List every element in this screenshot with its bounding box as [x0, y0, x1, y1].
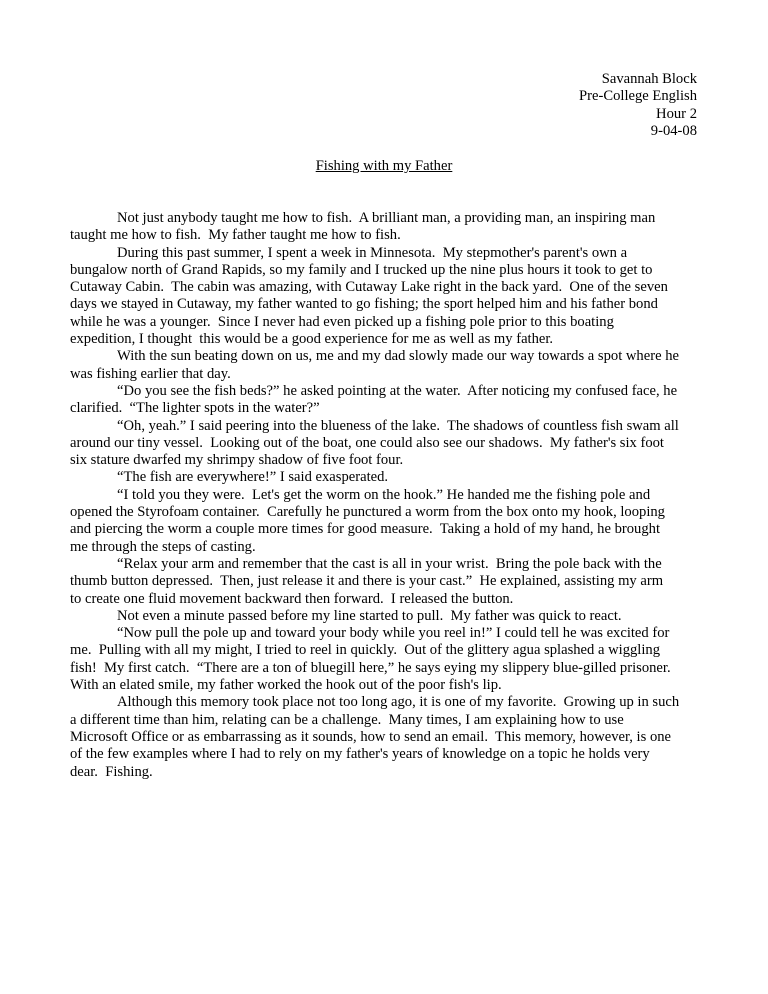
essay-line: around our tiny vessel. Looking out of the boat, one could also see our shadows. My father's six foot [70, 434, 664, 451]
essay-line: of the few examples where I had to rely on my father's years of knowledge on a topic he holds very [70, 746, 650, 763]
essay-line: opened the Styrofoam container. Carefully he punctured a worm from the box onto my hook, looping [70, 504, 665, 521]
essay-line: Although this memory took place not too long ago, it is one of my favorite. Growing up in such [117, 694, 680, 711]
essay-line: Not just anybody taught me how to fish. A brilliant man, a providing man, an inspiring man [117, 210, 656, 226]
essay-line: was fishing earlier that day. [70, 365, 231, 382]
essay-line: clarified. “The lighter spots in the water?” [70, 400, 320, 417]
essay-line: “I told you they were. Let's get the worm on the hook.” He handed me the fishing pole and [117, 486, 651, 503]
essay-line: During this past summer, I spent a week in Minnesota. My stepmother's parent's own a [117, 244, 628, 261]
author-name: Savannah Block [601, 71, 697, 87]
essay-line: thumb button depressed. Then, just release it and there is your cast.” He explained, assisting my arm [70, 573, 664, 590]
essay-line: “Now pull the pole up and toward your body while you reel in!” I could tell he was excited for [117, 625, 670, 642]
author-header [579, 71, 697, 140]
essay-line: me. Pulling with all my might, I tried to reel in quickly. Out of the glittery agua splashed a wiggling [70, 642, 660, 659]
essay-line: while he was a younger. Since I never had even picked up a fishing pole prior to this boating [70, 313, 614, 330]
class-hour: Hour 2 [656, 105, 697, 122]
essay-date: 9-04-08 [650, 122, 697, 139]
essay-line: dear. Fishing. [70, 763, 153, 780]
essay-line: Not even a minute passed before my line started to pull. My father was quick to react. [117, 607, 622, 624]
essay-line: “The fish are everywhere!” I said exasperated. [117, 469, 389, 486]
essay-line: fish! My first catch. “There are a ton of bluegill here,” he says eying my slippery blue-gilled prisoner. [70, 659, 671, 676]
essay-line: a different time than him, relating can be a challenge. Many times, I am explaining how to use [70, 711, 624, 728]
essay-line: six stature dwarfed my shrimpy shadow of five foot four. [70, 452, 404, 469]
essay-line: expedition, I thought this would be a good experience for me as well as my father. [70, 331, 554, 348]
essay-title: Fishing with my Father [315, 158, 453, 174]
essay-line: to create one fluid movement backward then forward. I released the button. [70, 590, 514, 607]
essay-line: With an elated smile, my father worked the hook out of the poor fish's lip. [70, 677, 502, 694]
essay-line: “Do you see the fish beds?” he asked pointing at the water. After noticing my confused face, he [117, 382, 678, 399]
essay-line: and piercing the worm a couple more times for good measure. Taking a hold of my hand, he brought [70, 521, 661, 538]
course-name: Pre-College English [579, 88, 697, 105]
essay-line: “Oh, yeah.” I said peering into the blueness of the lake. The shadows of countless fish swam all [117, 417, 679, 434]
essay-line: days we stayed in Cutaway, my father wanted to go fishing; the sport helped him and his father bond [70, 296, 658, 313]
essay-line: “Relax your arm and remember that the cast is all in your wrist. Bring the pole back with the [117, 555, 662, 572]
essay-line: With the sun beating down on us, me and my dad slowly made our way towards a spot where he [117, 348, 679, 365]
essay-line: bungalow north of Grand Rapids, so my family and I trucked up the nine plus hours it took to get to [70, 261, 653, 278]
essay-line: Cutaway Cabin. The cabin was amazing, with Cutaway Lake right in the back yard. One of the seven [70, 279, 668, 296]
essay-body [70, 210, 698, 781]
essay-line: taught me how to fish. My father taught me how to fish. [70, 227, 401, 244]
essay-line: Microsoft Office or as embarrassing as it sounds, how to send an email. This memory, however, is one [70, 728, 672, 745]
essay-line: me through the steps of casting. [70, 538, 256, 555]
